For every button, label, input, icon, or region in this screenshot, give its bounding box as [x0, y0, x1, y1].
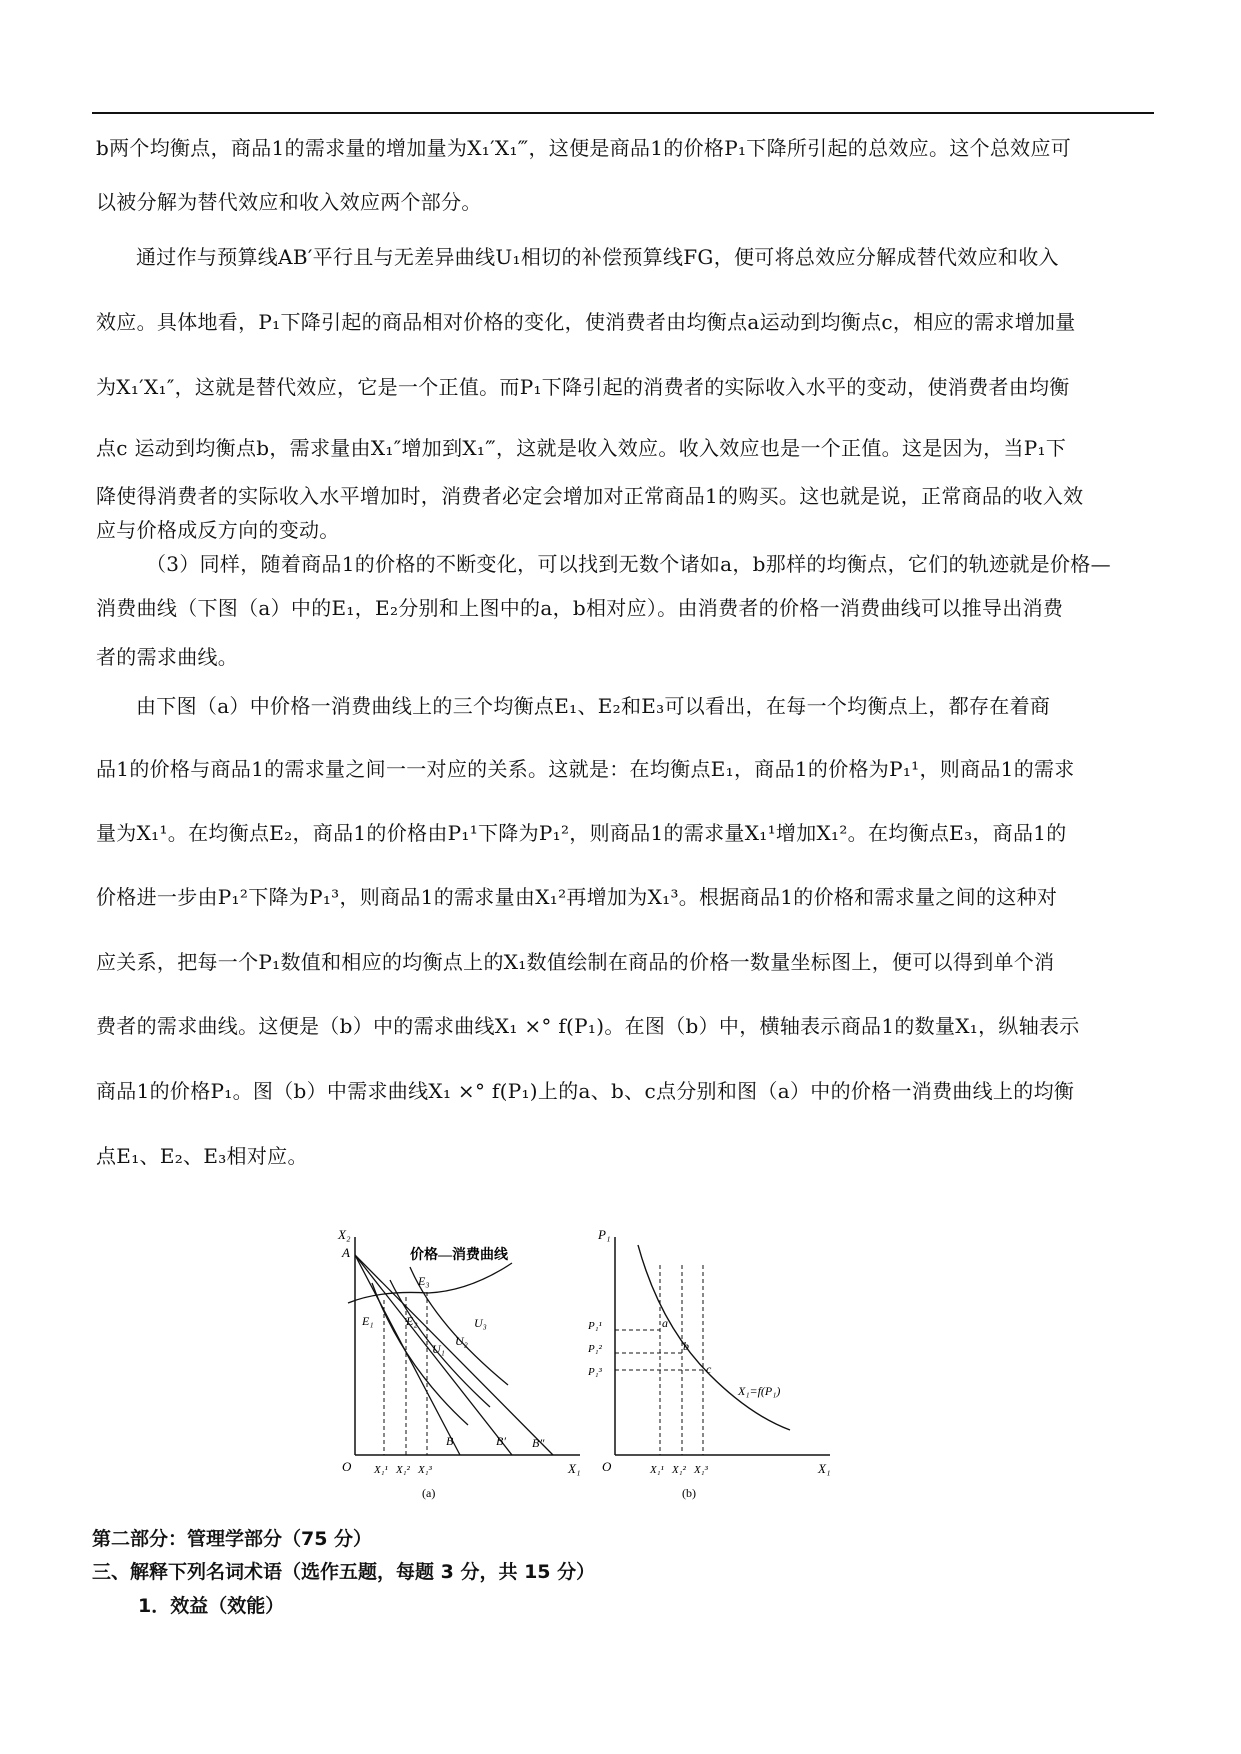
- b-tick-x1-3: X₁³: [694, 1464, 708, 1476]
- section-heading-part-two: 第二部分：管理学部分（75 分）: [92, 1528, 373, 1550]
- paragraph-line-14: 量为X₁¹。在均衡点E₂，商品1的价格由P₁¹下降为P₁²，则商品1的需求量X₁¹增加X₁²。在均衡点E₃，商品1的: [96, 821, 1067, 845]
- a-curve-title: 价格—消费曲线: [410, 1248, 508, 1263]
- section-heading-terms: 三、解释下列名词术语（选作五题，每题 3 分，共 15 分）: [92, 1561, 596, 1583]
- a-label-u1: U₁: [432, 1342, 445, 1356]
- paragraph-line-15: 价格进一步由P₁²下降为P₁³，则商品1的需求量由X₁²再增加为X₁³。根据商品1的价格和需求量之间的这种对: [96, 885, 1058, 909]
- a-label-b-double-prime: B″: [532, 1436, 545, 1450]
- b-demand-curve: [638, 1245, 790, 1430]
- b-tick-x1-2: X₁²: [672, 1464, 686, 1476]
- a-label-e3: E₃: [418, 1274, 430, 1288]
- b-tick-p1-2: P₁²: [588, 1343, 602, 1355]
- a-label-u2: U₂: [455, 1334, 468, 1348]
- paragraph-line-3: 通过作与预算线AB′平行且与无差异曲线U₁相切的补偿预算线FG，便可将总效应分解成替代效应和收入: [136, 245, 1059, 269]
- b-caption: (b): [682, 1486, 696, 1500]
- b-point-c: c: [706, 1362, 712, 1376]
- b-curve-label: X₁=f(P₁): [738, 1384, 781, 1398]
- a-label-e1: E₁: [362, 1314, 374, 1328]
- figure-a: [337, 1227, 580, 1500]
- b-tick-p1-1: P₁¹: [588, 1320, 602, 1332]
- a-label-x1: X₁: [568, 1461, 581, 1476]
- b-tick-x1-1: X₁¹: [650, 1464, 664, 1476]
- a-tick-x1-2: X₁²: [396, 1464, 410, 1476]
- b-label-x1: X₁: [818, 1461, 831, 1476]
- a-label-origin: O: [342, 1459, 352, 1474]
- paragraph-line-17: 费者的需求曲线。这便是（b）中的需求曲线X₁ ×° f(P₁)。在图（b）中，横轴表示商品1的数量X₁，纵轴表示: [96, 1014, 1080, 1038]
- question-heading-1: 1．效益（效能）: [138, 1595, 285, 1617]
- a-label-b-prime: B′: [496, 1434, 506, 1448]
- paragraph-line-9: （3）同样，随着商品1的价格的不断变化，可以找到无数个诸如a，b那样的均衡点，它们的轨迹就是价格—: [146, 552, 1111, 576]
- a-tick-x1-1: X₁¹: [374, 1464, 388, 1476]
- a-label-b: B: [446, 1434, 454, 1448]
- header-rule: [92, 112, 1154, 114]
- paragraph-line-10: 消费曲线（下图（a）中的E₁，E₂分别和上图中的a，b相对应）。由消费者的价格一消费曲线可以推导出消费: [96, 596, 1064, 620]
- paragraph-line-5: 为X₁′X₁″，这就是替代效应，它是一个正值。而P₁下降引起的消费者的实际收入水平的变动，使消费者由均衡: [96, 375, 1070, 399]
- a-tick-x1-3: X₁³: [418, 1464, 432, 1476]
- b-point-b: b: [683, 1339, 689, 1353]
- a-label-a: A: [342, 1245, 350, 1260]
- figure-price-consumption-demand: [310, 1225, 910, 1505]
- b-label-p1: P₁: [598, 1227, 611, 1242]
- a-caption: (a): [422, 1486, 436, 1500]
- paragraph-line-19: 点E₁、E₂、E₃相对应。: [96, 1144, 308, 1168]
- paragraph-line-7: 降使得消费者的实际收入水平增加时，消费者必定会增加对正常商品1的购买。这也就是说，正常商品的收入效: [96, 484, 1084, 508]
- paragraph-line-8: 应与价格成反方向的变动。: [96, 518, 340, 542]
- paragraph-line-18: 商品1的价格P₁。图（b）中需求曲线X₁ ×° f(P₁)上的a、b、c点分别和图（a）中的价格一消费曲线上的均衡: [96, 1079, 1075, 1103]
- figure-b: [587, 1227, 830, 1500]
- paragraph-line-4: 效应。具体地看，P₁下降引起的商品相对价格的变化，使消费者由均衡点a运动到均衡点c，相应的需求增加量: [96, 310, 1076, 334]
- paragraph-line-12: 由下图（a）中价格一消费曲线上的三个均衡点E₁、E₂和E₃可以看出，在每一个均衡点上，都存在着商: [136, 694, 1051, 718]
- b-label-origin: O: [602, 1459, 612, 1474]
- a-budget-line-b-double-prime: [355, 1255, 553, 1455]
- paragraph-line-16: 应关系，把每一个P₁数值和相应的均衡点上的X₁数值绘制在商品的价格一数量坐标图上，便可以得到单个消: [96, 950, 1055, 974]
- a-label-x2: X₂: [338, 1227, 351, 1242]
- paragraph-line-11: 者的需求曲线。: [96, 645, 239, 669]
- paragraph-line-2: 以被分解为替代效应和收入效应两个部分。: [96, 190, 482, 214]
- a-label-u3: U₃: [474, 1316, 487, 1330]
- a-label-e2: E₂: [406, 1314, 418, 1328]
- paragraph-line-13: 品1的价格与商品1的需求量之间一一对应的关系。这就是：在均衡点E₁，商品1的价格为P₁¹，则商品1的需求: [96, 757, 1075, 781]
- b-tick-p1-3: P₁³: [588, 1366, 602, 1378]
- paragraph-line-1: b两个均衡点，商品1的需求量的增加量为X₁′X₁‴，这便是商品1的价格P₁下降所引起的总效应。这个总效应可: [96, 136, 1072, 160]
- b-point-a: a: [662, 1316, 668, 1330]
- paragraph-line-6: 点c 运动到均衡点b，需求量由X₁″增加到X₁‴，这就是收入效应。收入效应也是一个正值。这是因为，当P₁下: [96, 436, 1067, 460]
- figure-svg: [310, 1225, 910, 1505]
